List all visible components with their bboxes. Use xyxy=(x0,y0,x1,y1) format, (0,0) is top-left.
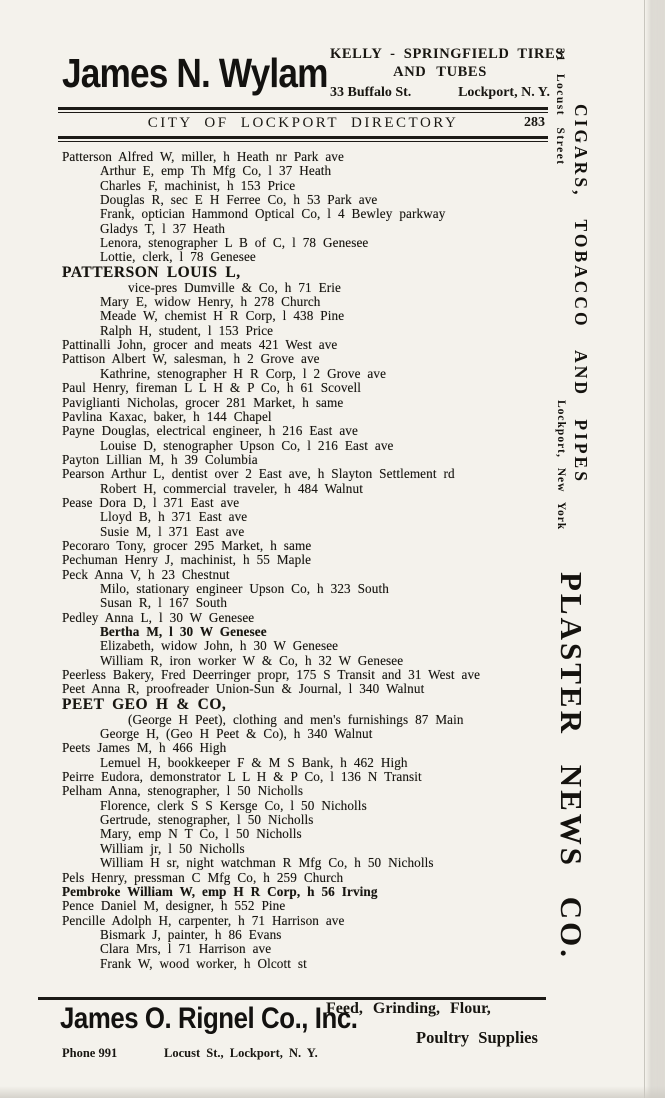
directory-entry: Patterson Alfred W, miller, h Heath nr Park ave xyxy=(62,149,344,164)
directory-entry: Lloyd B, h 371 East ave xyxy=(100,509,248,525)
directory-entry: PEET GEO H & CO, xyxy=(62,695,227,713)
directory-title-row xyxy=(58,115,548,135)
directory-entry: Pedley Anna L, l 30 W Genesee xyxy=(62,609,255,625)
directory-entry: Florence, clerk S S Kersge Co, l 50 Nicholls xyxy=(100,797,367,813)
directory-entry: Pavlina Kaxac, baker, h 144 Chapel xyxy=(62,408,272,424)
directory-entry: Pencille Adolph H, carpenter, h 71 Harrison ave xyxy=(62,912,345,928)
sidebar-products: CIGARS, TOBACCO AND PIPES xyxy=(571,104,591,484)
directory-entry: Pence Daniel M, designer, h 552 Pine xyxy=(62,898,286,914)
scan-bottom-edge xyxy=(0,1086,665,1098)
directory-entry: Payne Douglas, electrical engineer, h 216 East ave xyxy=(62,423,358,439)
directory-entry: Peirre Eudora, demonstrator L L H & P Co, l 136 N Transit xyxy=(62,769,422,785)
directory-entry: Pembroke William W, emp H R Corp, h 56 Irving xyxy=(62,883,378,899)
directory-entry: Arthur E, emp Th Mfg Co, l 37 Heath xyxy=(100,163,332,179)
directory-entry: Robert H, commercial traveler, h 484 Walnut xyxy=(100,480,363,496)
directory-entry: Charles F, machinist, h 153 Price xyxy=(100,177,296,193)
directory-entry: Milo, stationary engineer Upson Co, h 323 South xyxy=(100,580,389,596)
directory-entry: Pecoraro Tony, grocer 295 Market, h same xyxy=(62,537,312,553)
directory-entry: Meade W, chemist H R Corp, l 438 Pine xyxy=(100,308,345,324)
directory-entry: Mary, emp N T Co, l 50 Nicholls xyxy=(100,826,302,842)
directory-entry: Frank, optician Hammond Optical Co, l 4 Bewley parkway xyxy=(100,206,446,222)
sidebar-location: Lockport, New York xyxy=(555,400,567,531)
directory-entry: Pattinalli John, grocer and meats 421 West ave xyxy=(62,337,338,353)
directory-entry: Elizabeth, widow John, h 30 W Genesee xyxy=(100,638,339,654)
directory-entry: Pelham Anna, stenographer, l 50 Nicholls xyxy=(62,783,304,799)
directory-entry: Gertrude, stenographer, l 50 Nicholls xyxy=(100,812,314,828)
directory-entry: Pease Dora D, l 371 East ave xyxy=(62,494,240,510)
bottom-ad-address: Locust St., Lockport, N. Y. xyxy=(164,1046,318,1060)
directory-entry: Lottie, clerk, l 78 Genesee xyxy=(100,249,256,265)
scan-right-edge xyxy=(644,0,665,1098)
directory-entry: Peet Anna R, proofreader Union-Sun & Journal, l 340 Walnut xyxy=(62,681,425,697)
page-number: 283 xyxy=(524,115,545,130)
directory-entry: Gladys T, l 37 Heath xyxy=(100,220,226,236)
sidebar-company-name: PLASTER NEWS CO. xyxy=(554,572,589,961)
directory-entry: PATTERSON LOUIS L, xyxy=(62,263,241,281)
top-ad-product-line1: KELLY - SPRINGFIELD TIRES xyxy=(330,46,564,62)
directory-title: CITY OF LOCKPORT DIRECTORY xyxy=(147,115,459,131)
directory-listing xyxy=(62,150,564,971)
directory-entry: Kathrine, stenographer H R Corp, l 2 Grove ave xyxy=(100,365,387,381)
directory-entry: Lenora, stenographer L B of C, l 78 Genesee xyxy=(100,235,369,251)
directory-entry: Payton Lillian M, h 39 Columbia xyxy=(62,451,258,467)
bottom-advertisement xyxy=(38,1000,548,1070)
directory-entry: William jr, l 50 Nicholls xyxy=(100,840,245,856)
directory-entry: Ralph H, student, l 153 Price xyxy=(100,322,274,338)
directory-entry: William R, iron worker W & Co, h 32 W Genesee xyxy=(100,652,404,668)
header-rule-top xyxy=(58,107,548,113)
top-ad-details xyxy=(330,46,564,101)
directory-entry: Lemuel H, bookkeeper F & M S Bank, h 462 High xyxy=(100,754,408,770)
directory-entry: (George H Peet), clothing and men's furnishings 87 Main xyxy=(128,711,464,727)
top-ad-company-name: James N. Wylam xyxy=(62,50,328,96)
sidebar-street-address: 31 Locust Street xyxy=(554,48,566,166)
directory-entry: George H, (Geo H Peet & Co), h 340 Walnut xyxy=(100,726,373,742)
directory-entry: William H sr, night watchman R Mfg Co, h 50 Nicholls xyxy=(100,855,434,871)
bottom-ad-product-line2: Poultry Supplies xyxy=(416,1028,538,1047)
directory-entry: Susie M, l 371 East ave xyxy=(100,523,245,539)
directory-entry: Paul Henry, fireman L L H & P Co, h 61 Scovell xyxy=(62,380,361,396)
directory-entry: Frank W, wood worker, h Olcott st xyxy=(100,955,307,971)
directory-entry: Peets James M, h 466 High xyxy=(62,740,227,756)
directory-entry: Paviglianti Nicholas, grocer 281 Market, h same xyxy=(62,394,344,410)
directory-entry: Louise D, stenographer Upson Co, l 216 East ave xyxy=(100,437,394,453)
top-ad-city: Lockport, N. Y. xyxy=(458,85,550,100)
bottom-ad-phone: Phone 991 xyxy=(62,1046,118,1060)
directory-entry: Pearson Arthur L, dentist over 2 East ave, h Slayton Settlement rd xyxy=(62,466,455,482)
directory-entry: Peck Anna V, h 23 Chestnut xyxy=(62,566,230,582)
directory-entry: Bismark J, painter, h 86 Evans xyxy=(100,926,282,942)
bottom-ad-company-name: James O. Rignel Co., Inc. xyxy=(60,1002,358,1035)
top-ad-product-line2: AND TUBES xyxy=(393,64,487,80)
bottom-ad-product-line1: Feed, Grinding, Flour, xyxy=(326,1000,491,1017)
directory-entry: Pels Henry, pressman C Mfg Co, h 259 Church xyxy=(62,869,344,885)
header-rule-bottom xyxy=(58,136,548,142)
top-ad-street-address: 33 Buffalo St. xyxy=(330,85,412,100)
directory-entry: Peerless Bakery, Fred Deerringer propr, 175 S Transit and 31 West ave xyxy=(62,667,481,683)
directory-entry: vice-pres Dumville & Co, h 71 Erie xyxy=(128,279,342,295)
directory-entry: Susan R, l 167 South xyxy=(100,595,228,611)
top-advertisement xyxy=(58,44,564,106)
directory-entry: Mary E, widow Henry, h 278 Church xyxy=(100,294,321,310)
directory-entry: Douglas R, sec E H Ferree Co, h 53 Park ave xyxy=(100,192,378,208)
directory-entry: Pattison Albert W, salesman, h 2 Grove ave xyxy=(62,351,320,367)
directory-entry: Clara Mrs, l 71 Harrison ave xyxy=(100,941,272,957)
directory-entry: Pechuman Henry J, machinist, h 55 Maple xyxy=(62,552,312,568)
directory-entry: Bertha M, l 30 W Genesee xyxy=(100,624,267,639)
